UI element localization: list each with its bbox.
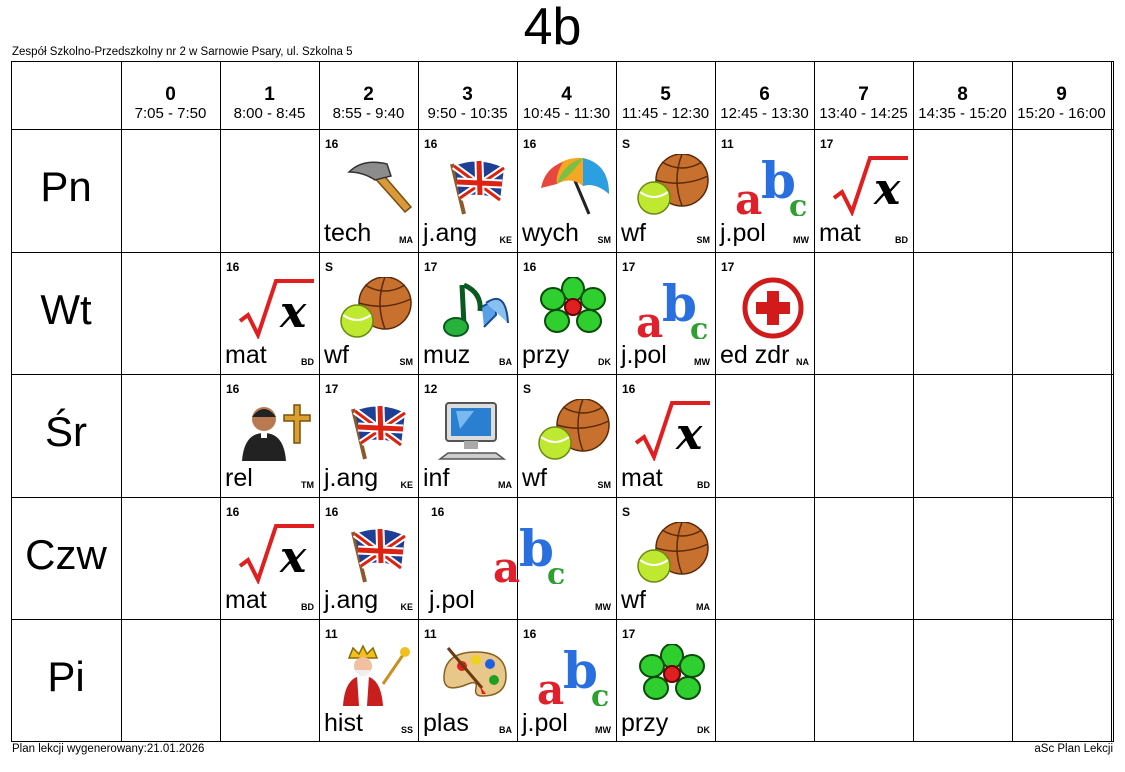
lesson-room: 17	[424, 259, 438, 274]
grid-vline	[913, 61, 914, 742]
lesson-teacher: MW	[595, 724, 611, 735]
letters-icon	[479, 522, 579, 584]
lesson-room: S	[523, 382, 532, 397]
lesson-cell	[518, 130, 616, 252]
lesson-room: 16	[523, 627, 537, 642]
lesson-cell	[320, 498, 418, 620]
computer-icon	[434, 399, 514, 461]
lesson-cell	[221, 253, 319, 375]
lesson-cell	[320, 620, 418, 742]
balls-icon	[632, 522, 712, 584]
lesson-teacher: SM	[399, 357, 413, 368]
svg-text:x: x	[280, 531, 307, 583]
svg-text:a: a	[537, 665, 565, 707]
lesson-cell	[320, 253, 418, 375]
school-name: Zespół Szkolno-Przedszkolny nr 2 w Sarnowie Psary, ul. Szkolna 5	[12, 46, 353, 58]
lesson-room: 16	[226, 504, 240, 519]
lesson-teacher: SS	[400, 724, 413, 735]
lesson-cell	[617, 498, 715, 620]
lesson-room: 11	[325, 627, 338, 642]
lesson-teacher: MA	[399, 234, 413, 245]
period-time: 7:05 - 7:50	[134, 105, 207, 122]
lesson-cell	[518, 253, 616, 375]
lesson-subject: muz	[423, 341, 471, 370]
svg-text:b: b	[519, 521, 554, 578]
lesson-cell	[419, 498, 616, 620]
svg-text:b: b	[761, 154, 796, 210]
lesson-subject: inf	[423, 463, 450, 492]
grid-vline	[121, 61, 122, 742]
lesson-subject: wf	[621, 586, 646, 615]
red-cross-icon	[731, 277, 811, 339]
lesson-subject: plas	[423, 708, 469, 737]
flower-icon	[632, 644, 712, 706]
lesson-room: 12	[424, 382, 438, 397]
lesson-cell	[617, 375, 715, 497]
lesson-subject: mat	[819, 218, 861, 247]
lesson-teacher: BA	[499, 357, 512, 368]
lesson-room: 17	[721, 259, 735, 274]
lesson-cell	[221, 498, 319, 620]
lesson-subject: wf	[621, 218, 646, 247]
letters-icon	[731, 154, 811, 216]
period-header	[517, 61, 616, 129]
lesson-teacher: KE	[499, 234, 512, 245]
lesson-subject: wf	[522, 463, 547, 492]
balls-icon	[533, 399, 613, 461]
period-time: 14:35 - 15:20	[918, 105, 1007, 122]
lesson-room: S	[622, 137, 631, 151]
svg-text:c: c	[591, 679, 610, 707]
lesson-room: 16	[523, 137, 537, 151]
lesson-teacher: SM	[597, 479, 611, 490]
king-icon	[335, 644, 415, 706]
lesson-teacher: SM	[597, 234, 611, 245]
lesson-teacher: DK	[697, 724, 710, 735]
lesson-teacher: MA	[498, 479, 512, 490]
palette-icon	[434, 644, 514, 706]
grid-vline	[1111, 61, 1112, 742]
flower-icon	[533, 277, 613, 339]
period-time: 11:45 - 12:30	[621, 105, 710, 122]
lesson-cell	[320, 375, 418, 497]
lesson-subject: przy	[621, 708, 669, 737]
svg-text:a: a	[493, 542, 521, 584]
lesson-subject: j.pol	[522, 708, 568, 737]
lesson-room: 16	[226, 259, 240, 274]
svg-text:x: x	[676, 409, 703, 461]
lesson-cell	[815, 130, 913, 252]
period-number: 6	[759, 84, 770, 105]
lesson-teacher: SM	[696, 234, 710, 245]
lesson-room: 16	[325, 137, 339, 151]
lesson-room: S	[622, 504, 631, 519]
lesson-subject: j.ang	[324, 586, 379, 615]
lesson-subject: hist	[324, 708, 363, 737]
lesson-subject: wych	[522, 218, 579, 247]
period-time: 15:20 - 16:00	[1017, 105, 1106, 122]
letters-icon	[533, 644, 613, 706]
lesson-room: 16	[523, 259, 537, 274]
period-header	[715, 61, 814, 129]
period-header	[913, 61, 1012, 129]
lesson-teacher: MW	[793, 234, 809, 245]
balls-icon	[335, 277, 415, 339]
lesson-room: 16	[424, 137, 438, 151]
lesson-subject: j.ang	[324, 463, 379, 492]
lesson-room: 17	[622, 259, 636, 274]
lesson-cell	[518, 620, 616, 742]
math-icon	[632, 399, 712, 461]
svg-text:x: x	[280, 286, 307, 338]
lesson-teacher: BD	[301, 357, 314, 368]
generated-date: Plan lekcji wygenerowany:21.01.2026	[12, 743, 205, 755]
hammer-icon	[335, 154, 415, 216]
lesson-teacher: MW	[694, 357, 710, 368]
day-label: Czw	[25, 530, 107, 578]
lesson-room: 17	[622, 627, 636, 642]
lesson-cell	[419, 253, 517, 375]
lesson-teacher: BA	[499, 724, 512, 735]
timetable-grid	[11, 61, 1114, 742]
lesson-teacher: NA	[796, 357, 809, 368]
day-label: Pn	[40, 163, 92, 210]
period-header	[616, 61, 715, 129]
math-icon	[236, 522, 316, 584]
math-icon	[236, 277, 316, 339]
math-icon	[830, 154, 910, 216]
period-number: 7	[858, 84, 869, 105]
lesson-room: 11	[424, 627, 437, 642]
lesson-teacher: KE	[400, 479, 413, 490]
umbrella-icon	[533, 154, 613, 216]
lesson-room: 11	[721, 137, 734, 151]
svg-text:a: a	[636, 297, 664, 339]
lesson-subject: j.pol	[720, 218, 766, 247]
lesson-cell	[716, 253, 814, 375]
day-label: Śr	[45, 408, 87, 456]
lesson-subject: tech	[324, 218, 372, 247]
period-number: 5	[660, 84, 671, 105]
lesson-subject: mat	[621, 463, 663, 492]
lesson-room: 16	[431, 504, 445, 519]
lesson-teacher: BD	[895, 234, 908, 245]
lesson-subject: wf	[324, 341, 349, 370]
period-header	[220, 61, 319, 129]
lesson-room: 16	[622, 382, 636, 397]
day-label: Wt	[40, 285, 92, 333]
svg-text:x: x	[874, 164, 901, 215]
svg-text:c: c	[547, 556, 566, 584]
balls-icon	[632, 154, 712, 216]
lesson-subject: rel	[225, 463, 253, 492]
svg-text:b: b	[662, 276, 697, 333]
lesson-cell	[419, 620, 517, 742]
period-time: 8:55 - 9:40	[332, 105, 405, 122]
lesson-teacher: MA	[696, 602, 710, 613]
lesson-teacher: BD	[697, 479, 710, 490]
lesson-cell	[617, 620, 715, 742]
svg-text:c: c	[789, 189, 808, 216]
period-number: 1	[264, 84, 275, 105]
lesson-cell	[221, 375, 319, 497]
grid-vline	[1012, 61, 1013, 742]
lesson-room: 17	[325, 382, 339, 397]
class-title: 4b	[523, 0, 582, 56]
lesson-cell	[419, 375, 517, 497]
period-header	[121, 61, 220, 129]
period-time: 10:45 - 11:30	[522, 105, 611, 122]
period-time: 8:00 - 8:45	[233, 105, 306, 122]
lesson-subject: ed zdr	[720, 341, 790, 370]
lesson-teacher: DK	[598, 357, 611, 368]
lesson-cell	[617, 253, 715, 375]
lesson-cell	[716, 130, 814, 252]
period-number: 0	[165, 84, 176, 105]
uk-flag-icon	[335, 522, 415, 584]
period-time: 9:50 - 10:35	[427, 105, 508, 122]
svg-text:a: a	[735, 175, 763, 216]
lesson-subject: mat	[225, 341, 267, 370]
period-header	[319, 61, 418, 129]
lesson-room: 16	[226, 382, 240, 397]
lesson-room: S	[325, 259, 334, 274]
uk-flag-icon	[335, 399, 415, 461]
period-number: 2	[363, 84, 374, 105]
lesson-room: 16	[325, 504, 339, 519]
period-time: 12:45 - 13:30	[720, 105, 809, 122]
priest-icon	[236, 399, 316, 461]
lesson-teacher: MW	[595, 602, 611, 613]
letters-icon	[632, 277, 712, 339]
day-label: Pi	[47, 653, 85, 701]
period-header	[814, 61, 913, 129]
lesson-subject: mat	[225, 586, 267, 615]
lesson-subject: j.pol	[429, 586, 475, 615]
lesson-cell	[518, 375, 616, 497]
period-number: 9	[1056, 84, 1067, 105]
lesson-teacher: TM	[301, 479, 314, 490]
lesson-room: 17	[820, 137, 834, 151]
lesson-cell	[320, 130, 418, 252]
period-number: 3	[462, 84, 473, 105]
uk-flag-icon	[434, 154, 514, 216]
svg-text:b: b	[563, 644, 598, 701]
period-header	[418, 61, 517, 129]
music-note-icon	[434, 277, 514, 339]
period-number: 4	[561, 84, 572, 105]
lesson-teacher: KE	[400, 602, 413, 613]
app-credit: aSc Plan Lekcji	[1034, 743, 1113, 755]
svg-text:c: c	[690, 311, 709, 339]
period-time: 13:40 - 14:25	[819, 105, 908, 122]
lesson-cell	[617, 130, 715, 252]
lesson-subject: przy	[522, 341, 570, 370]
lesson-teacher: BD	[301, 602, 314, 613]
lesson-cell	[419, 130, 517, 252]
lesson-subject: j.ang	[423, 218, 478, 247]
period-number: 8	[957, 84, 968, 105]
period-header	[1012, 61, 1111, 129]
lesson-subject: j.pol	[621, 341, 667, 370]
